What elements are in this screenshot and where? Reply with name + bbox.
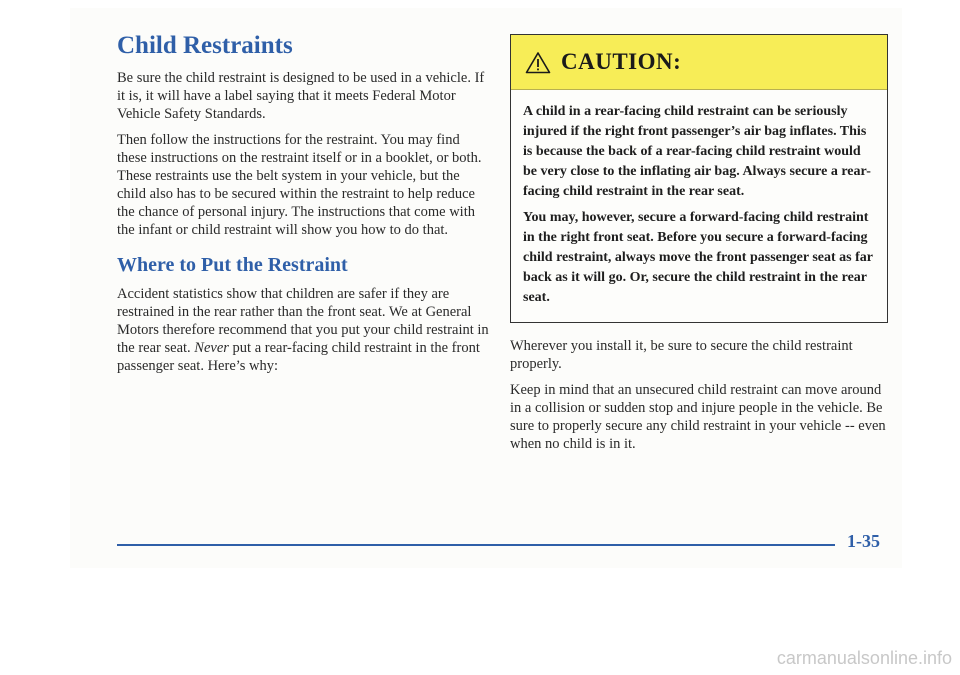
warning-triangle-icon bbox=[525, 51, 551, 74]
paragraph-label-requirement: Be sure the child restraint is designed to be used in a vehicle. If it is, it will have a label saying that it meets Federal Motor Vehicle Safety Standards. bbox=[117, 70, 485, 122]
accident-statistics-text: Accident statistics show that children are safer if they are restrained in the rear rather than the front seat. We at General Motors therefore recommend that you put your child restraint in the rear seat. bbox=[117, 286, 489, 356]
paragraph-follow-instructions: Then follow the instructions for the restraint. You may find these instructions on the restraint itself or in a booklet, or both. These restraints use the belt system in your vehicle, but the child also has to be secured within the restraint to help reduce the chance of personal injury. The instructions that come with the infant or child restraint will show you how to do that. bbox=[117, 132, 482, 238]
manual-page bbox=[70, 8, 902, 568]
caution-body bbox=[511, 90, 887, 322]
caution-paragraph-rear-facing: A child in a rear-facing child restraint can be seriously injured if the right front passenger’s air bag inflates. This is because the back of a rear-facing child restraint would be very close to the inflating air bag. Always secure a rear-facing child restraint in the rear seat. bbox=[523, 104, 871, 199]
section-heading-where-to-put: Where to Put the Restraint bbox=[117, 254, 348, 276]
right-column bbox=[510, 34, 890, 461]
watermark: carmanualsonline.info bbox=[776, 648, 952, 668]
left-column bbox=[117, 31, 489, 383]
caution-paragraph-forward-facing: You may, however, secure a forward-facing child restraint in the right front seat. Before you secure a forward-facing child restraint, always move the front passenger seat as far back as it will go. Or, secure the child restraint in the rear seat. bbox=[523, 210, 873, 305]
right-body-text bbox=[510, 337, 890, 453]
paragraph-install-properly: Wherever you install it, be sure to secure the child restraint properly. bbox=[510, 338, 853, 372]
caution-banner bbox=[511, 35, 887, 90]
caution-title: CAUTION: bbox=[561, 49, 682, 74]
accident-statistics-text-end: put a rear-facing child restraint in the front passenger seat. Here’s why: bbox=[117, 340, 480, 374]
paragraph-unsecured-restraint: Keep in mind that an unsecured child restraint can move around in a collision or sudden stop and injure people in the vehicle. Be sure to properly secure any child restraint in your vehicle -- even when no child is in it. bbox=[510, 382, 886, 452]
footer-rule bbox=[117, 544, 835, 546]
paragraph-accident-statistics bbox=[117, 285, 489, 375]
page-title: Child Restraints bbox=[117, 32, 293, 59]
page-number: 1-35 bbox=[847, 531, 880, 551]
never-emphasis: Never bbox=[194, 340, 229, 356]
caution-box bbox=[510, 34, 888, 323]
